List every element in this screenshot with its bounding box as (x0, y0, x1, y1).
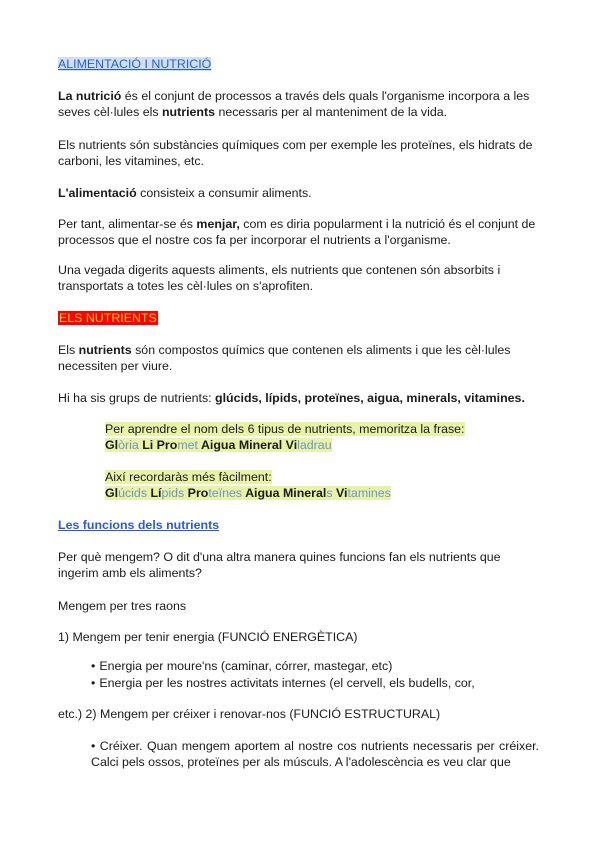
mnemonic-part: Vi (285, 438, 298, 452)
mnemonic-part: Vi (332, 486, 348, 500)
paragraph-menjar (58, 216, 544, 248)
list-item: • Energia per les nostres activitats internes (el cervell, els budells, cor, (91, 675, 475, 691)
term-nutrients: nutrients (78, 343, 132, 357)
paragraph-three-reasons: Mengem per tres raons (58, 599, 187, 613)
text: consisteix a consumir aliments. (136, 186, 312, 200)
nutrient-groups-list: glúcids, lípids, proteïnes, aigua, minerals, vitamines. (215, 391, 525, 405)
mnemonic-part: teïnes (208, 486, 243, 500)
list-item: • Energia per moure'ns (caminar, córrer, mastegar, etc) (91, 658, 392, 674)
mnemonic-part: s (326, 486, 333, 500)
paragraph-nutrients-definition (58, 342, 544, 374)
mnemonic-part: Li (138, 438, 157, 452)
paragraph-alimentacio (58, 185, 544, 201)
mnemonic-intro-1 (105, 421, 465, 437)
section-heading-nutrients (58, 310, 544, 326)
mnemonic-intro-2 (105, 469, 272, 485)
text: com es diria popularment i la nutrició és el conjunt de processos que el nostre cos fa per incorporar el nutrients a l'organisme. (58, 217, 536, 247)
list-item-grow: • Créixer. Quan mengem aportem al nostre cos nutrients necessaris per créixer. Calci pels ossos, proteïnes per als músculs. A l'adolescència es veu clar que (91, 739, 539, 769)
mnemonic-part: Pro (184, 486, 209, 500)
paragraph-nutrients-examples: Els nutrients són substàncies químiques com per exemple les proteïnes, els hidrats de carboni, les vitamines, etc. (58, 138, 533, 168)
mnemonic-intro-text: Així recordaràs més fàcilment: (105, 470, 272, 484)
term-nutrients: nutrients (161, 105, 215, 119)
mnemonic-phrase-1 (105, 437, 332, 453)
mnemonic-part: Aigua Mineral (242, 486, 327, 500)
paragraph-six-groups (58, 390, 544, 406)
title-text: ALIMENTACIÓ I NUTRICIÓ (58, 57, 212, 71)
section-heading-functions (58, 517, 544, 533)
text: Els (58, 343, 79, 357)
term-nutricio: La nutrició (58, 89, 122, 103)
list-item-text: Créixer. Quan mengem aportem al nostre cos nutrients necessaris per créixer. Calci pels ossos, proteïnes per als músculs. A l'adolescència es veu clar que (91, 739, 539, 769)
paragraph-energy-function: 1) Mengem per tenir energia (FUNCIÓ ENERGÈTICA) (58, 630, 358, 644)
mnemonic-part: Gl (105, 438, 119, 452)
paragraph-structural-function: etc.) 2) Mengem per créixer i renovar-nos (FUNCIÓ ESTRUCTURAL) (58, 707, 441, 721)
text: és el conjunt de processos a través dels quals l'organisme incorpora a les seves cèl·lules els (58, 89, 530, 119)
mnemonic-part: tamines (347, 486, 391, 500)
page-title (58, 56, 544, 72)
mnemonic-part: Aigua Mineral (197, 438, 286, 452)
text: Per tant, alimentar-se és (58, 217, 197, 231)
text: necessaris per al manteniment de la vida. (215, 105, 448, 119)
mnemonic-intro-text: Per aprendre el nom dels 6 tipus de nutrients, memoritza la frase: (105, 422, 465, 436)
mnemonic-phrase-2 (105, 485, 391, 501)
mnemonic-part: Lí (147, 486, 162, 500)
paragraph-absorption: Una vegada digerits aquests aliments, els nutrients que contenen són absorbits i transportats a totes les cèl·lules on s'aprofiten. (58, 263, 501, 293)
text: són compostos químics que contenen els aliments i que les cèl·lules necessiten per viure. (58, 343, 511, 373)
mnemonic-part: met (177, 438, 198, 452)
mnemonic-part: ladrau (297, 438, 332, 452)
mnemonic-part: Pro (156, 438, 178, 452)
section-heading-text: ELS NUTRIENTS (59, 311, 157, 325)
term-menjar: menjar, (196, 217, 240, 231)
paragraph-why-eat: Per què mengem? O dit d'una altra manera quines funcions fan els nutrients que ingerim amb els aliments? (58, 550, 501, 580)
text: Hi ha sis grups de nutrients: (58, 391, 216, 405)
paragraph-nutrition-definition (58, 88, 544, 120)
section-heading-text: Les funcions dels nutrients (58, 518, 220, 532)
mnemonic-part: Gl (105, 486, 119, 500)
mnemonic-part: úcids (118, 486, 148, 500)
mnemonic-part: òria (118, 438, 139, 452)
mnemonic-part: pids (161, 486, 185, 500)
term-alimentacio: L'alimentació (58, 186, 137, 200)
